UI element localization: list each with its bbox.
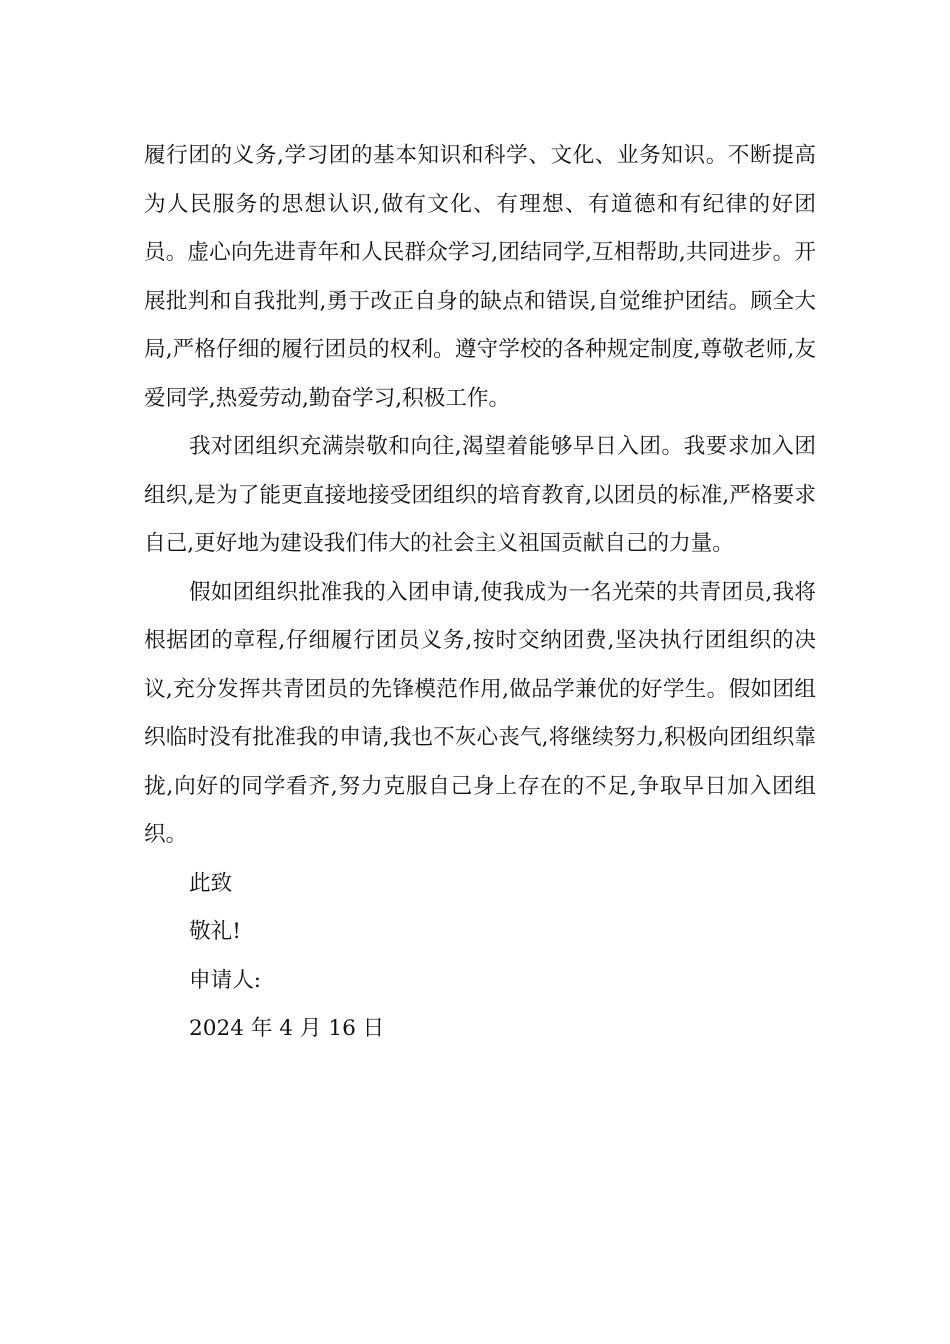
- paragraph-aspiration: 我对团组织充满崇敬和向往,渴望着能够早日入团。我要求加入团组织,是为了能更直接地接受团组织的培育教育,以团员的标准,严格要求自己,更好地为建设我们伟大的社会主义祖国贡献自己的力量。: [144, 434, 816, 556]
- paragraph-commitment: 假如团组织批准我的入团申请,使我成为一名光荣的共青团员,我将根据团的章程,仔细履行团员义务,按时交纳团费,坚决执行团组织的决议,充分发挥共青团员的先锋模范作用,做品学兼优的好学生。假如团组织临时没有批准我的申请,我也不灰心丧气,将继续努力,积极向团组织靠拢,向好的同学看齐,努力克服自己身上存在的不足,争取早日加入团组织。: [144, 579, 816, 847]
- letter-body: [144, 132, 816, 1054]
- letter-date: 2024 年 4 月 16 日: [189, 1016, 385, 1041]
- applicant-label: 申请人:: [189, 967, 262, 993]
- salute-phrase: 敬礼!: [189, 919, 241, 944]
- paragraph-duties: 履行团的义务,学习团的基本知识和科学、文化、业务知识。不断提高为人民服务的思想认识,做有文化、有理想、有道德和有纪律的好团员。虚心向先进青年和人民群众学习,团结同学,互相帮助,共同进步。开展批判和自我批判,勇于改正自身的缺点和错误,自觉维护团结。顾全大局,严格仔细的履行团员的权利。遵守学校的各种规定制度,尊敬老师,友爱同学,热爱劳动,勤奋学习,积极工作。: [144, 143, 816, 411]
- closing-phrase: 此致: [189, 870, 233, 896]
